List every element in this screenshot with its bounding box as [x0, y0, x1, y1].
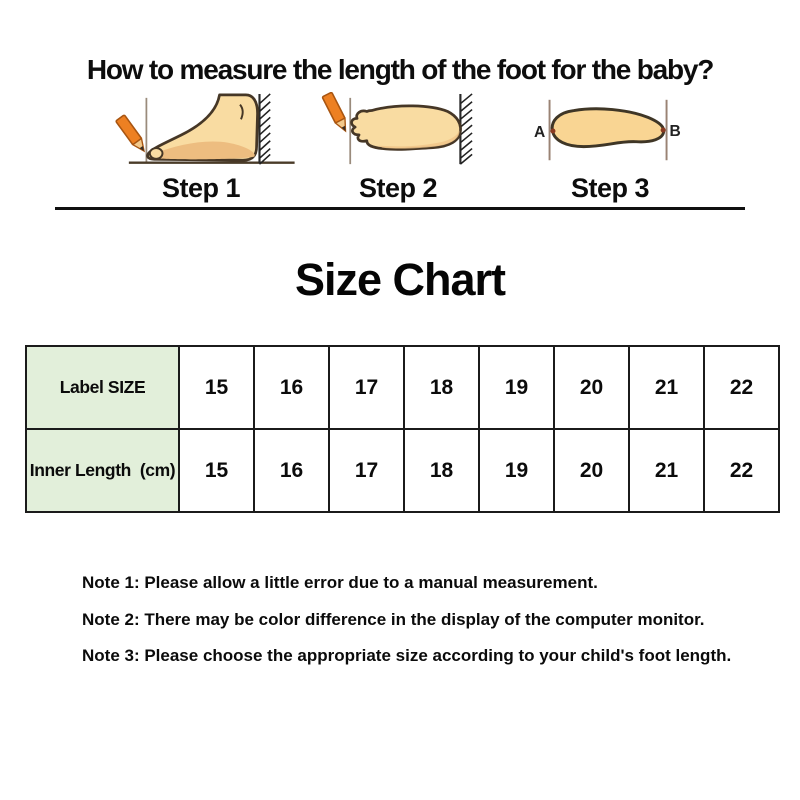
- step-2-group: [308, 92, 488, 204]
- point-a-dot: [550, 128, 555, 133]
- step-3-label: Step 3: [570, 173, 650, 203]
- point-b-label: B: [669, 122, 681, 140]
- size-chart-title: Size Chart: [294, 254, 506, 305]
- footprint-shape: [552, 109, 664, 147]
- table-cell: 18: [404, 429, 479, 512]
- note-1: Note 1: Please allow a little error due to a manual measurement.: [82, 573, 598, 592]
- table-row-label-size: [26, 346, 779, 429]
- step-1-label: Step 1: [161, 173, 241, 203]
- footprint-icon: [525, 92, 695, 170]
- steps-row: [0, 92, 800, 204]
- toe-nail: [150, 148, 163, 159]
- table-cell: 15: [179, 346, 254, 429]
- notes-section: [82, 573, 782, 683]
- table-row-inner-length: [26, 429, 779, 512]
- table-cell: 19: [479, 346, 554, 429]
- pencil-icon: [116, 115, 149, 154]
- foot-top-view-icon: [309, 92, 487, 170]
- wall-hatch-icon: [260, 94, 271, 164]
- note-2: Note 2: There may be color difference in the display of the computer monitor.: [82, 609, 705, 629]
- foot-side-view-icon: [101, 92, 301, 170]
- table-cell: 19: [479, 429, 554, 512]
- table-cell: 17: [329, 346, 404, 429]
- size-chart-table: [25, 345, 780, 513]
- table-cell: 20: [554, 429, 629, 512]
- table-cell: 16: [254, 346, 329, 429]
- point-a-label: A: [533, 123, 546, 141]
- table-cell: 18: [404, 346, 479, 429]
- table-cell: 15: [179, 429, 254, 512]
- pencil-icon: [322, 92, 350, 133]
- note-3: Note 3: Please choose the appropriate size according to your child's foot length.: [82, 646, 732, 665]
- table-cell: 22: [704, 429, 779, 512]
- table-cell: 16: [254, 429, 329, 512]
- step-3-group: [525, 92, 695, 204]
- row-header-inner-length: Inner Length (cm): [26, 429, 179, 512]
- row-header-label-size: Label SIZE: [26, 346, 179, 429]
- divider-line: [55, 207, 745, 210]
- table-cell: 17: [329, 429, 404, 512]
- page-title: How to measure the length of the foot for the baby?: [86, 54, 714, 85]
- table-cell: 21: [629, 429, 704, 512]
- table-cell: 21: [629, 346, 704, 429]
- wall-hatch-icon: [460, 94, 472, 164]
- point-b-dot: [661, 127, 666, 132]
- table-cell: 20: [554, 346, 629, 429]
- step-1-group: [100, 92, 302, 204]
- step-2-label: Step 2: [358, 173, 438, 203]
- table-cell: 22: [704, 346, 779, 429]
